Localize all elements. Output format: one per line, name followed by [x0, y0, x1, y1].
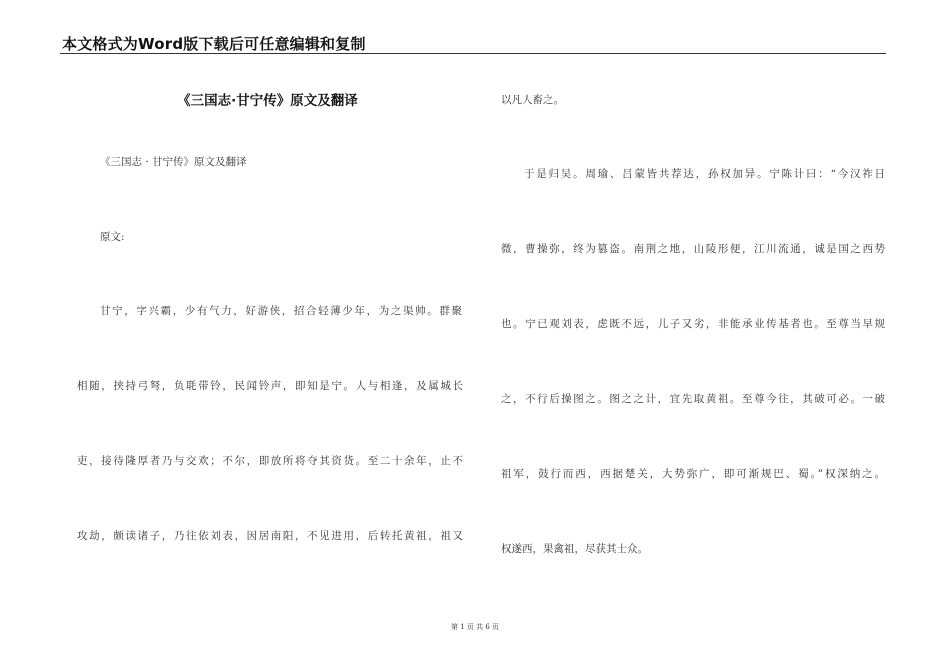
paragraph-line: 之，不行后操图之。图之之计，宜先取黄祖。至尊今往，其破可必。一破 [501, 393, 885, 405]
document-title: 《三国志·甘宁传》原文及翻译 [177, 93, 358, 109]
subtitle-line: 《三国志 · 甘宁传》原文及翻译 [100, 156, 247, 168]
paragraph-line: 权遂西，果禽祖，尽获其士众。 [501, 543, 648, 555]
page-number-footer: 第 1 页 共 6 页 [450, 623, 500, 631]
paragraph-line: 于是归吴。周瑜、吕蒙皆共荐达，孙权加异。宁陈计曰：“今汉祚日 [524, 168, 885, 180]
section-label-original: 原文: [100, 231, 125, 243]
header-divider [60, 53, 886, 54]
paragraph-line: 也。宁已观刘表，虑既不远，儿子又劣，非能承业传基者也。至尊当早规 [501, 318, 885, 330]
paragraph-line: 吏，接待隆厚者乃与交欢；不尔，即放所将夺其资货。至二十余年，止不 [77, 455, 463, 467]
paragraph-line: 微，曹操弥，终为篡盗。南荆之地，山陵形便，江川流通，诚是国之西势 [501, 243, 885, 255]
paragraph-line: 祖军，鼓行而西，西据楚关，大势弥广，即可渐规巴、蜀。”权深纳之。 [501, 468, 885, 480]
paragraph-line: 相随，挟持弓弩，负毦带铃，民闻铃声，即知是宁。人与相逢，及属城长 [77, 380, 463, 392]
paragraph-line: 甘宁，字兴霸，少有气力，好游侠，招合轻薄少年，为之渠帅。群聚 [100, 305, 462, 317]
paragraph-line: 以凡人畜之。 [501, 94, 564, 106]
header-banner: 本文格式为Word版下载后可任意编辑和复制 [62, 35, 366, 53]
paragraph-line: 攻劫，颇读诸子，乃往依刘表，因居南阳，不见进用，后转托黄祖，祖又 [77, 530, 463, 542]
